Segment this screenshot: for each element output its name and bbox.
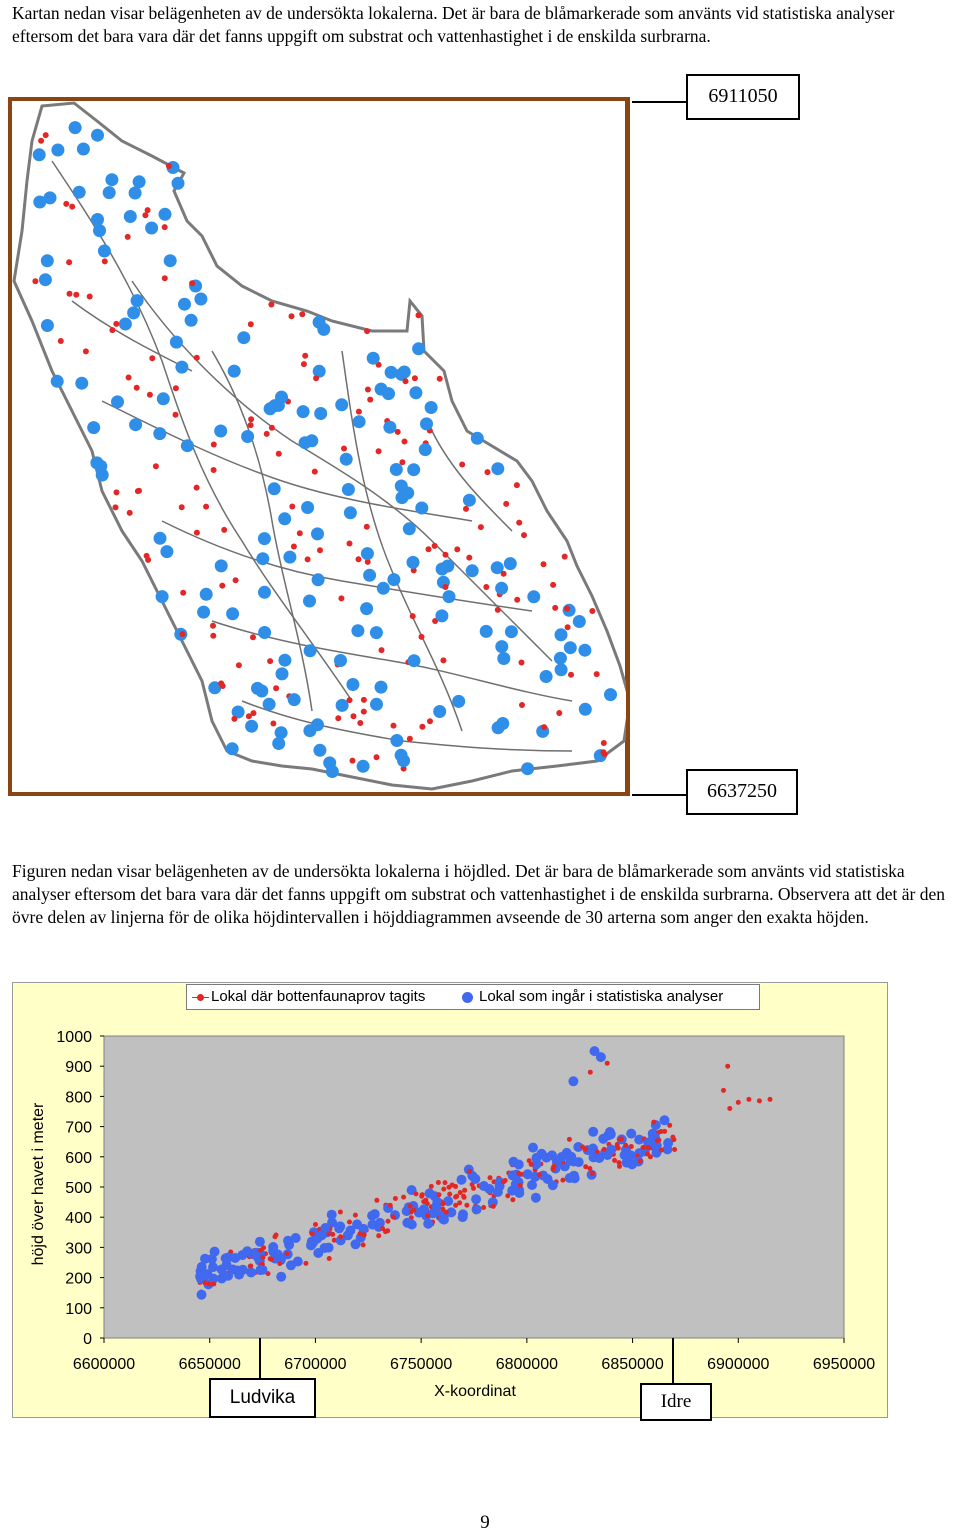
chart-red-point [467,1169,472,1174]
chart-red-point [672,1147,677,1152]
chart-red-point [374,1198,379,1203]
chart-red-point [443,1180,448,1185]
x-tick-label: 6850000 [601,1356,664,1373]
chart-red-point [516,1171,521,1176]
chart-red-point [646,1145,651,1150]
chart-red-point [488,1175,493,1180]
x-tick-label: 6700000 [284,1356,347,1373]
chart-red-point [362,1232,367,1237]
y-tick-label: 300 [65,1240,92,1258]
legend-blue-marker [462,992,473,1003]
chart-blue-point [557,1152,567,1162]
chart-red-point [746,1097,751,1102]
y-tick-label: 600 [65,1149,92,1167]
chart-blue-point [565,1173,575,1183]
ludvika-label: Ludvika [209,1378,316,1418]
chart-red-point [447,1185,452,1190]
chart-red-point [510,1197,515,1202]
north-coordinate-label: 6911050 [686,74,800,120]
chart-blue-point [493,1187,503,1197]
chart-red-point [727,1106,732,1111]
chart-blue-point [622,1158,632,1168]
chart-blue-point [324,1243,334,1253]
chart-red-point [617,1160,622,1165]
chart-red-point [353,1213,358,1218]
chart-red-point [414,1191,419,1196]
chart-red-point [211,1282,216,1287]
south-coordinate-label: 6637250 [686,769,798,815]
idre-label: Idre [640,1383,712,1421]
chart-red-point [401,1195,406,1200]
chart-red-point [260,1255,265,1260]
chart-blue-point [419,1204,429,1214]
y-axis-ticks [56,1029,104,1348]
chart-red-point [560,1178,565,1183]
chart-blue-point [327,1210,337,1220]
chart-blue-point [307,1237,317,1247]
chart-blue-point [255,1237,265,1247]
chart-red-point [462,1195,467,1200]
y-tick-label: 500 [65,1180,92,1197]
chart-blue-point [589,1152,599,1162]
chart-red-point [393,1196,398,1201]
chart-red-point [441,1201,446,1206]
chart-blue-point [255,1265,265,1275]
chart-red-point [641,1145,646,1150]
x-axis-label: X-koordinat [434,1383,516,1400]
chart-red-point [391,1214,396,1219]
chart-red-point [408,1204,413,1209]
y-tick-label: 200 [65,1270,92,1288]
chart-blue-point [351,1239,361,1249]
y-tick-label: 700 [65,1119,92,1137]
chart-blue-point [367,1211,377,1221]
chart-red-point [662,1129,667,1134]
chart-red-point [651,1120,656,1125]
chart-red-point [588,1070,593,1075]
chart-blue-point [568,1076,578,1086]
chart-red-point [580,1144,585,1149]
chart-red-point [736,1100,741,1105]
chart-blue-point [242,1246,252,1256]
chart-red-point [612,1158,617,1163]
y-tick-label: 100 [65,1300,92,1318]
chart-blue-point [291,1233,301,1243]
intro-paragraph: Kartan nedan visar belägenheten av de undersökta lokalerna. Det är bara de blåmarkerade som använts vid statistiska analyser eftersom det bara vara där det fanns uppgift om substrat och vattenhastighet i de enskilda surbrarna. [12,3,895,46]
chart-blue-point [438,1214,448,1224]
chart-red-point [648,1154,653,1159]
chart-blue-point [471,1194,481,1204]
chart-red-point [338,1234,343,1239]
caption-paragraph: Figuren nedan visar belägenheten av de undersökta lokalerna i höjdled. Det är bara de blåmarkerade som använts vid statistiska analyser eftersom det bara vara där det fanns uppgift om substrat och vattenhastighet i de enskilda surbrarna. Observera att det är den övre delen av linjerna för de olika höjdintervallen i höjddiagrammen avseende de 30 arterna som anger den exakta höjden. [12,861,945,927]
chart-red-point [274,1233,279,1238]
chart-blue-point [596,1052,606,1062]
chart-red-point [338,1210,343,1215]
chart-blue-point [457,1175,467,1185]
chart-blue-point [606,1145,616,1155]
chart-blue-point [317,1230,327,1240]
chart-red-point [269,1257,274,1262]
chart-red-point [327,1256,332,1261]
chart-blue-point [276,1272,286,1282]
chart-blue-point [313,1248,323,1258]
chart-red-point [444,1210,449,1215]
chart-blue-point [606,1129,616,1139]
x-axis-ticks [73,1338,875,1373]
chart-blue-point [470,1174,480,1184]
chart-red-point [441,1187,446,1192]
chart-red-point [768,1097,773,1102]
chart-red-point [552,1164,557,1169]
chart-red-point [567,1137,572,1142]
chart-red-point [409,1210,414,1215]
chart-red-point [583,1164,588,1169]
chart-red-point [361,1242,366,1247]
chart-red-point [602,1147,607,1152]
chart-red-point [447,1192,452,1197]
chart-blue-point [626,1129,636,1139]
y-tick-label: 800 [65,1089,92,1107]
chart-red-point [437,1192,442,1197]
chart-blue-point [195,1272,205,1282]
y-tick-label: 400 [65,1210,92,1228]
chart-red-point [248,1264,253,1269]
chart-red-point [619,1136,624,1141]
y-tick-label: 900 [65,1059,92,1077]
chart-red-point [670,1135,675,1140]
chart-legend [186,984,760,1010]
chart-red-point [425,1213,430,1218]
page-number: 9 [480,1512,490,1533]
chart-red-point [376,1233,381,1238]
chart-red-point [721,1088,726,1093]
chart-red-point [285,1251,290,1256]
chart-red-point [605,1061,610,1066]
chart-red-point [659,1148,664,1153]
chart-red-point [491,1204,496,1209]
chart-red-point [481,1205,486,1210]
chart-blue-point [566,1156,576,1166]
chart-blue-point [228,1265,238,1275]
chart-blue-point [217,1274,227,1284]
chart-blue-point [246,1268,256,1278]
chart-red-point [725,1064,730,1069]
chart-red-point [258,1248,263,1253]
chart-red-point [388,1203,393,1208]
legend-red-line [192,997,209,998]
x-tick-label: 6600000 [72,1356,136,1373]
chart-red-point [347,1220,352,1225]
chart-blue-point [286,1260,296,1270]
y-axis-label: höjd över havet i meter [30,1102,47,1266]
chart-red-point [590,1171,595,1176]
chart-red-point [330,1232,335,1237]
chart-red-point [655,1138,660,1143]
chart-red-point [529,1162,534,1167]
legend-red-label: Lokal där bottenfaunaprov tagits [211,988,426,1005]
chart-red-point [420,1192,425,1197]
chart-red-point [501,1179,506,1184]
chart-red-point [203,1280,208,1285]
x-tick-label: 6750000 [389,1356,453,1373]
chart-red-point [464,1203,469,1208]
chart-blue-point [523,1169,533,1179]
chart-blue-point [458,1212,468,1222]
chart-blue-point [217,1265,227,1275]
chart-blue-point [368,1220,378,1230]
chart-red-point [380,1226,385,1231]
chart-red-point [453,1203,458,1208]
chart-blue-point [528,1143,538,1153]
chart-blue-point [508,1170,518,1180]
chart-red-point [616,1146,621,1151]
chart-red-point [277,1261,282,1266]
chart-blue-point [423,1219,433,1229]
chart-red-point [623,1143,628,1148]
chart-blue-point [197,1290,207,1300]
chart-blue-point [334,1223,344,1233]
chart-red-point [429,1184,434,1189]
chart-red-point [462,1188,467,1193]
chart-blue-point [407,1220,417,1230]
chart-blue-point [210,1247,220,1257]
chart-red-point [436,1180,441,1185]
chart-blue-point [662,1144,672,1154]
chart-red-point [458,1190,463,1195]
x-tick-label: 6950000 [812,1356,876,1373]
chart-red-point [453,1195,458,1200]
chart-blue-point [479,1181,489,1191]
chart-red-point [358,1231,363,1236]
chart-blue-point [548,1180,558,1190]
chart-red-point [757,1098,762,1103]
chart-red-point [423,1198,428,1203]
chart-red-point [518,1183,523,1188]
chart-red-point [453,1184,458,1189]
chart-blue-point [268,1242,278,1252]
chart-red-point [638,1159,643,1164]
chart-red-point [385,1228,390,1233]
chart-blue-point [472,1204,482,1214]
chart-blue-point [588,1127,598,1137]
legend-blue-label: Lokal som ingår i statistiska analyser [479,988,724,1005]
chart-blue-point [514,1188,524,1198]
chart-blue-point [509,1157,519,1167]
chart-red-point [386,1219,391,1224]
y-tick-label: 1000 [56,1029,92,1046]
x-tick-label: 6900000 [707,1356,770,1373]
chart-blue-point [208,1262,218,1272]
chart-red-point [313,1222,318,1227]
y-tick-label: 0 [83,1331,92,1348]
x-tick-label: 6800000 [495,1356,559,1373]
chart-blue-point [547,1150,557,1160]
chart-blue-point [224,1252,234,1262]
chart-blue-point [531,1193,541,1203]
chart-red-point [537,1172,542,1177]
chart-red-point [303,1261,308,1266]
x-tick-label: 6650000 [178,1356,241,1373]
chart-blue-point [345,1226,355,1236]
chart-red-point [629,1144,634,1149]
chart-blue-point [660,1115,670,1125]
